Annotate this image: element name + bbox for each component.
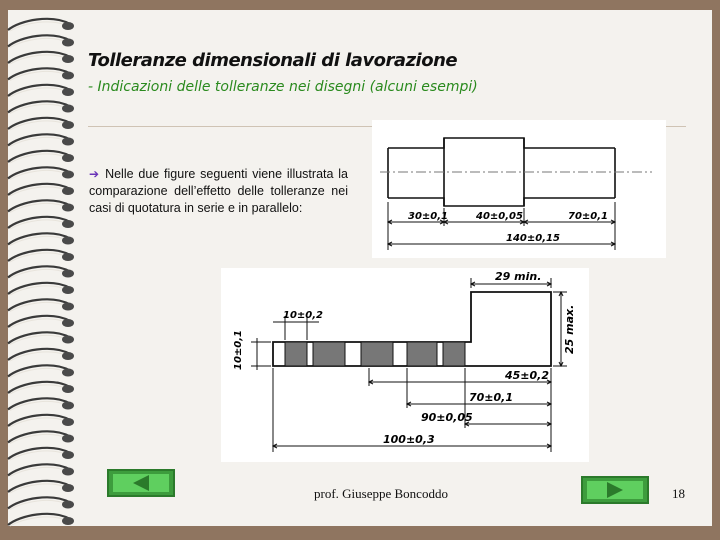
next-slide-button[interactable] — [581, 476, 649, 504]
spiral-ring — [8, 250, 74, 262]
footer-author: prof. Giuseppe Boncoddo — [314, 486, 448, 501]
spiral-ring — [8, 217, 74, 229]
bullet-text: Nelle due figure seguenti viene illustrata la comparazione dell’effetto delle tolleranze nei casi di quotatura in serie e in parallelo: — [89, 167, 348, 215]
next-button-face — [587, 481, 643, 499]
dim-70: 70±0,1 — [568, 211, 609, 222]
spiral-ring — [8, 299, 74, 311]
dim-29-min: 29 min. — [495, 270, 542, 283]
spiral-ring — [8, 497, 74, 509]
bullet-paragraph — [89, 166, 348, 217]
spiral-ring — [8, 200, 74, 212]
spiral-ring — [8, 365, 74, 377]
shaft-drawing — [372, 120, 666, 258]
dim-100: 100±0,3 — [383, 433, 435, 446]
spiral-ring — [8, 382, 74, 394]
spiral-ring — [8, 431, 74, 443]
spiral-ring — [8, 167, 74, 179]
spiral-ring — [8, 316, 74, 328]
dim-90: 90±0,05 — [421, 411, 473, 424]
spiral-ring — [8, 85, 74, 97]
spiral-ring — [8, 481, 74, 493]
dim-140: 140±0,15 — [506, 233, 560, 244]
spiral-ring — [8, 514, 74, 526]
dim-70: 70±0,1 — [469, 391, 514, 404]
spiral-ring — [8, 283, 74, 295]
spiral-ring — [8, 184, 74, 196]
figure-parallel-dimensioning — [221, 268, 589, 462]
spiral-ring — [8, 68, 74, 80]
spiral-ring — [8, 398, 74, 410]
spiral-ring — [8, 464, 74, 476]
dim-10-height: 10±0,1 — [233, 329, 244, 370]
spiral-ring — [8, 118, 74, 130]
dim-10-slot: 10±0,2 — [283, 310, 324, 321]
previous-button-face — [113, 474, 169, 492]
spiral-ring — [8, 448, 74, 460]
slide-title: Tolleranze dimensionali di lavorazione — [88, 50, 458, 71]
page-number: 18 — [672, 486, 685, 501]
dim-30: 30±0,1 — [408, 211, 449, 222]
spiral-ring — [8, 101, 74, 113]
dim-45: 45±0,2 — [505, 369, 550, 382]
triangle-right-icon — [587, 481, 643, 499]
spiral-ring — [8, 349, 74, 361]
arrow-right-icon: ➔ — [89, 167, 100, 181]
spiral-ring — [8, 151, 74, 163]
dim-40: 40±0,05 — [476, 211, 523, 222]
triangle-left-icon — [113, 474, 169, 492]
spiral-ring — [8, 52, 74, 64]
spiral-ring — [8, 35, 74, 47]
part-drawing — [221, 268, 589, 462]
spiral-ring — [8, 415, 74, 427]
spiral-binding — [0, 0, 90, 540]
spiral-ring — [8, 332, 74, 344]
dim-25-max: 25 max. — [563, 304, 576, 354]
spiral-ring — [8, 266, 74, 278]
spiral-ring — [8, 134, 74, 146]
spiral-ring — [8, 19, 74, 31]
slide-subtitle: - Indicazioni delle tolleranze nei disegni (alcuni esempi) — [88, 79, 478, 95]
spiral-ring — [8, 233, 74, 245]
previous-slide-button[interactable] — [107, 469, 175, 497]
figure-shaft-series-dimensioning — [372, 120, 666, 258]
